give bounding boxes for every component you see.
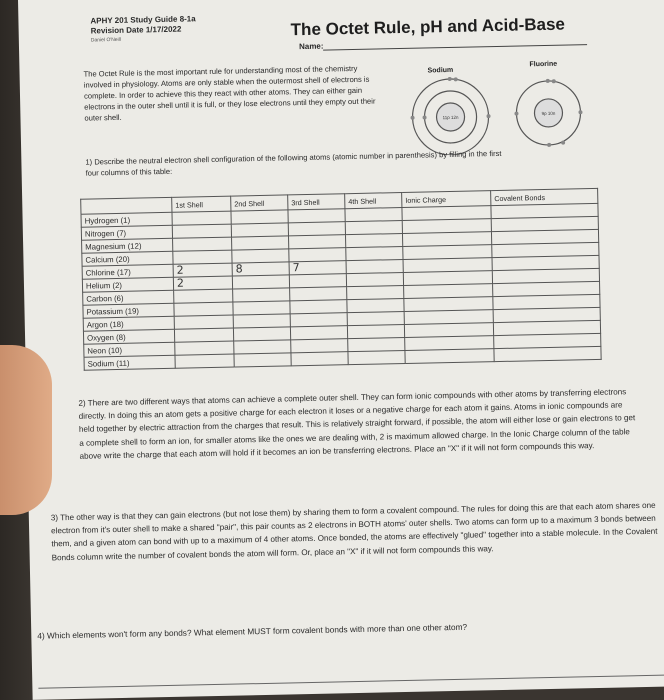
- revision-date: Revision Date 1/17/2022: [90, 24, 182, 36]
- shell-2-cell[interactable]: [231, 210, 288, 224]
- hand-holding-paper: [0, 345, 52, 515]
- shell-2-cell[interactable]: [231, 223, 288, 237]
- element-cell: Sodium (11): [84, 355, 175, 370]
- element-cell: Carbon (6): [83, 290, 174, 305]
- fluorine-label: Fluorine: [529, 60, 558, 69]
- shell-4-cell[interactable]: [348, 350, 405, 364]
- sodium-atom-diagram: [410, 76, 492, 156]
- element-cell: Nitrogen (7): [81, 225, 172, 240]
- element-cell: Hydrogen (1): [81, 212, 172, 227]
- table-header-shell-4: 4th Shell: [345, 193, 402, 209]
- shell-2-cell[interactable]: [232, 249, 289, 263]
- element-cell: Calcium (20): [82, 251, 173, 266]
- shell-3-cell[interactable]: [289, 274, 346, 288]
- shell-1-cell[interactable]: [174, 328, 233, 342]
- shell-1-cell[interactable]: [172, 224, 231, 238]
- shell-1-cell[interactable]: [174, 315, 233, 329]
- electron-shell-table: [80, 188, 601, 371]
- shell-4-cell[interactable]: [346, 272, 403, 286]
- shell-4-cell[interactable]: [345, 233, 402, 247]
- shell-1-cell[interactable]: [174, 289, 233, 303]
- table-header-shell-2: 2nd Shell: [231, 195, 288, 211]
- element-cell: Chlorine (17): [82, 264, 173, 279]
- shell-3-cell[interactable]: [288, 222, 345, 236]
- shell-1-cell[interactable]: [173, 250, 232, 264]
- shell-4-cell[interactable]: [347, 298, 404, 312]
- table-body: [81, 203, 601, 370]
- shell-3-cell[interactable]: [291, 352, 348, 366]
- shell-2-cell[interactable]: [233, 314, 290, 328]
- shell-1-cell[interactable]: [175, 341, 234, 355]
- name-label: Name:: [298, 41, 324, 52]
- shell-4-cell[interactable]: [347, 285, 404, 299]
- covalent-bonds-cell[interactable]: [494, 346, 601, 361]
- shell-1-cell[interactable]: [173, 237, 232, 251]
- atom-shell-diagram: [400, 72, 592, 156]
- element-cell: Magnesium (12): [82, 238, 173, 253]
- shell-1-cell[interactable]: [174, 302, 233, 316]
- sodium-label: Sodium: [427, 66, 454, 75]
- shell-2-cell[interactable]: [233, 301, 290, 315]
- ionic-charge-cell[interactable]: [405, 349, 494, 364]
- shell-3-cell[interactable]: [288, 209, 345, 223]
- element-cell: Neon (10): [84, 342, 175, 357]
- question-3: 3) The other way is that they can gain electrons (but not lose them) by sharing them to form a covalent compound. The rules for doing this are that each atom shares one electron from it's outer shell to make a shared "pair", this pair counts as 2 electrons in BOTH atoms' outer shells. Two atoms can form up to a maximum 3 bonds between them, and a given atom can bond with up to a maximum of 4 other atoms. Once bonded, the atoms are effectively "glued" together into a stable molecule. In the Covalent Bonds column write the number of covalent bonds the atom will form. Or, place an "X" if it will not form compounds this way.: [50, 500, 658, 563]
- shell-2-cell[interactable]: [234, 353, 291, 367]
- table-header-shell-1: 1st Shell: [172, 196, 231, 212]
- element-cell: Potassium (19): [83, 303, 174, 318]
- shell-3-cell[interactable]: [289, 248, 346, 262]
- shell-2-cell[interactable]: 8: [232, 262, 289, 276]
- shell-4-cell[interactable]: [346, 246, 403, 260]
- shell-4-cell[interactable]: [346, 259, 403, 273]
- name-field-line: [323, 44, 587, 51]
- worksheet-page: [18, 0, 664, 700]
- shell-3-cell[interactable]: [291, 339, 348, 353]
- shell-4-cell[interactable]: [348, 337, 405, 351]
- sodium-nucleus-text: 11p 12n: [442, 114, 459, 121]
- shell-4-cell[interactable]: [345, 208, 402, 222]
- author-label: Daniel O'Neill: [90, 36, 122, 44]
- shell-4-cell[interactable]: [347, 311, 404, 325]
- shell-4-cell[interactable]: [345, 221, 402, 235]
- shell-2-cell[interactable]: [232, 275, 289, 289]
- shell-3-cell[interactable]: [290, 326, 347, 340]
- shell-3-cell[interactable]: [288, 235, 345, 249]
- fluorine-atom-diagram: [514, 78, 583, 147]
- element-cell: Argon (18): [83, 316, 174, 331]
- table-header-ionic-charge: Ionic Charge: [402, 191, 491, 208]
- shell-1-cell[interactable]: [172, 211, 231, 225]
- intro-paragraph: The Octet Rule is the most important rule for understanding most of the chemistry involved in physiology. Atoms are only stable when the outermost shell of electrons is complete. In order to achieve this they react with other atoms. They can either gain electrons in the outer shell until it is full, or they lose electrons until they empty out their outer shell.: [83, 63, 376, 123]
- answer-line: [38, 674, 664, 689]
- element-cell: Helium (2): [82, 277, 173, 292]
- shell-3-cell[interactable]: [290, 300, 347, 314]
- shell-2-cell[interactable]: [232, 236, 289, 250]
- shell-2-cell[interactable]: [233, 288, 290, 302]
- fluorine-nucleus-text: 9p 10n: [541, 110, 556, 117]
- shell-3-cell[interactable]: [290, 313, 347, 327]
- page-title: The Octet Rule, pH and Acid-Base: [290, 14, 566, 40]
- shell-4-cell[interactable]: [347, 324, 404, 338]
- table-header-covalent-bonds: Covalent Bonds: [491, 188, 598, 205]
- shell-1-cell[interactable]: 2: [173, 263, 232, 277]
- table-header-shell-3: 3rd Shell: [288, 194, 345, 210]
- shell-3-cell[interactable]: 7: [289, 261, 346, 275]
- element-cell: Oxygen (8): [83, 329, 174, 344]
- question-4: 4) Which elements won't form any bonds? What element MUST form covalent bonds with more than one other atom?: [37, 621, 468, 641]
- question-1: 1) Describe the neutral electron shell configuration of the following atoms (atomic number in parenthesis) by filling in the first four columns of this table:: [85, 148, 502, 178]
- shell-2-cell[interactable]: [234, 340, 291, 354]
- question-2: 2) There are two different ways that atoms can achieve a complete outer shell. They can form ionic compounds with other atoms by transferring electrons directly. In doing this an atom gets a positive charge for each electron it loses or a negative charge for each atom it gains. Atoms in ionic compounds are held together by electric attraction from the charges that result. This is relatively straight forward, if possible, the atom will either lose or gain electrons to get a complete shell to form an ion, for smaller atoms like the ones we are dealing with, 2 is maximum allowed charge. In the Ionic Charge column of the table above write the charge that each atom will hold if it becomes an ion be transferring electrons. Place an "X" if it will not form compounds this way.: [78, 387, 636, 461]
- shell-2-cell[interactable]: [233, 327, 290, 341]
- shell-3-cell[interactable]: [290, 287, 347, 301]
- shell-1-cell[interactable]: 2: [173, 276, 232, 290]
- shell-1-cell[interactable]: [175, 354, 234, 368]
- course-label: APHY 201 Study Guide 8-1a: [90, 14, 196, 26]
